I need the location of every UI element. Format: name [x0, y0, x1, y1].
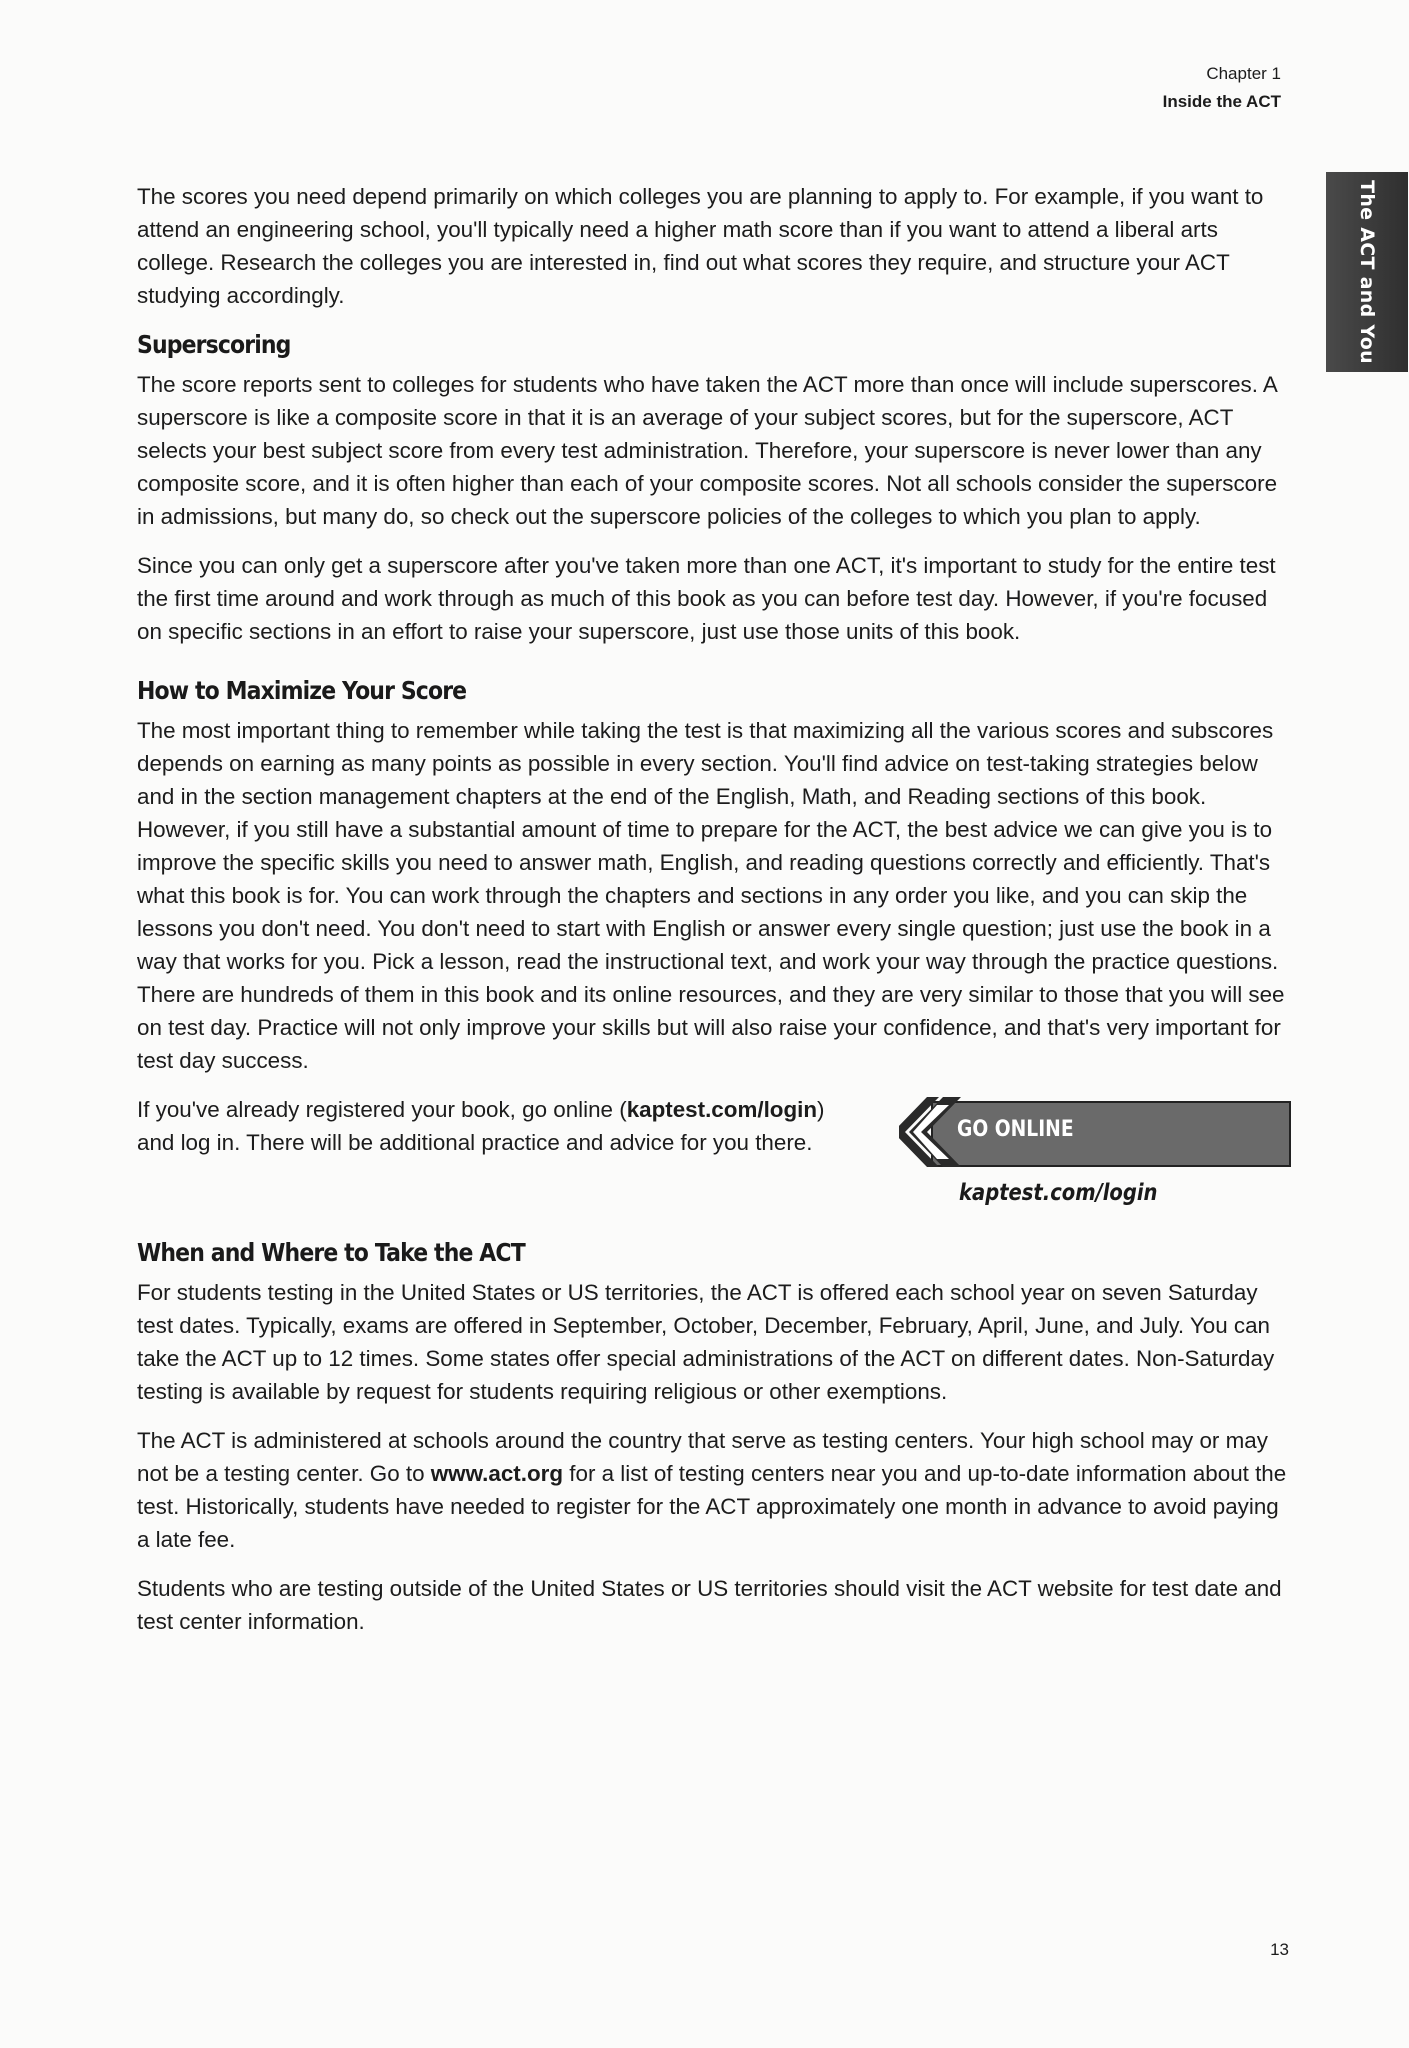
- running-head: [1163, 60, 1281, 116]
- go-online-callout: [899, 1095, 1291, 1210]
- online-row: [137, 1093, 1289, 1210]
- superscoring-paragraph-2: Since you can only get a superscore after you've taken more than one ACT, it's important to study for the entire test the first time around and work through as much of this book as you can before test day. However, if you're focused on specific sections in an effort to raise your superscore, just use those units of this book.: [137, 553, 1276, 644]
- side-tab: [1326, 172, 1408, 372]
- intro-paragraph: The scores you need depend primarily on which colleges you are planning to apply to. For example, if you want to attend an engineering school, you'll typically need a higher math score than if you want to attend a liberal arts college. Research the colleges you are interested in, find out what scores they require, and structure your ACT studying accordingly.: [137, 184, 1264, 308]
- maximize-p2-before: If you've already registered your book, go online (: [137, 1097, 627, 1122]
- section-title: Inside the ACT: [1162, 92, 1281, 111]
- when-where-paragraph-3: Students who are testing outside of the United States or US territories should visit the ACT website for test date and test center information.: [137, 1576, 1282, 1634]
- when-where-paragraph-2: [137, 1424, 1289, 1556]
- side-tab-label: The ACT and You: [1356, 180, 1378, 364]
- maximize-paragraph-2: [137, 1093, 867, 1159]
- when-where-p2-after: for a list of testing centers near you and up-to-date information about the test. Historically, students have needed to register for the ACT approximately one month in advance to avoid paying a late fee.: [137, 1461, 1287, 1552]
- heading-when-where: When and Where to Take the ACT: [137, 1238, 525, 1267]
- go-online-banner: [899, 1095, 1291, 1165]
- chapter-label: Chapter 1: [1206, 64, 1281, 83]
- heading-superscoring: Superscoring: [137, 330, 291, 359]
- page-number: 13: [1270, 1940, 1289, 1959]
- when-where-p2-before: The ACT is administered at schools around the country that serve as testing centers. Your high school may or may not be a testing center. Go to: [137, 1428, 1268, 1486]
- superscoring-paragraph-1: The score reports sent to colleges for students who have taken the ACT more than once will include superscores. A superscore is like a composite score in that it is an average of your subject scores, but for the superscore, ACT selects your best subject score from every test administration. Therefore, your superscore is never lower than any composite score, and it is often higher than each of your composite scores. Not all schools consider the superscore in admissions, but many do, so check out the superscore policies of the colleges to which you plan to apply.: [137, 372, 1278, 529]
- main-content: [137, 180, 1289, 1654]
- maximize-paragraph-1: The most important thing to remember while taking the test is that maximizing all the various scores and subscores depends on earning as many points as possible in every section. You'll find advice on test-taking strategies below and in the section management chapters at the end of the English, Math, and Reading sections of this book. However, if you still have a substantial amount of time to prepare for the ACT, the best advice we can give you is to improve the specific skills you need to answer math, English, and reading questions correctly and efficiently. That's what this book is for. You can work through the chapters and sections in any order you like, and you can skip the lessons you don't need. You don't need to start with English or answer every single question; just use the book in a way that works for you. Pick a lesson, read the instructional text, and work your way through the practice questions. There are hundreds of them in this book and its online resources, and they are very similar to those that you will see on test day. Practice will not only improve your skills but will also raise your confidence, and that's very important for test day success.: [137, 718, 1285, 1073]
- kaptest-login-link[interactable]: kaptest.com/login: [626, 1097, 818, 1122]
- maximize-p2-after: ) and log in. There will be additional practice and advice for you there.: [137, 1097, 825, 1155]
- callout-link[interactable]: kaptest.com/login: [959, 1180, 1158, 1206]
- heading-maximize-score: How to Maximize Your Score: [137, 676, 467, 705]
- go-online-label: GO ONLINE: [957, 1117, 1074, 1142]
- act-org-link[interactable]: www.act.org: [430, 1461, 564, 1486]
- when-where-paragraph-1: For students testing in the United States or US territories, the ACT is offered each school year on seven Saturday test dates. Typically, exams are offered in September, October, December, February, April, June, and July. You can take the ACT up to 12 times. Some states offer special administrations of the ACT on different dates. Non-Saturday testing is available by request for students requiring religious or other exemptions.: [137, 1280, 1275, 1404]
